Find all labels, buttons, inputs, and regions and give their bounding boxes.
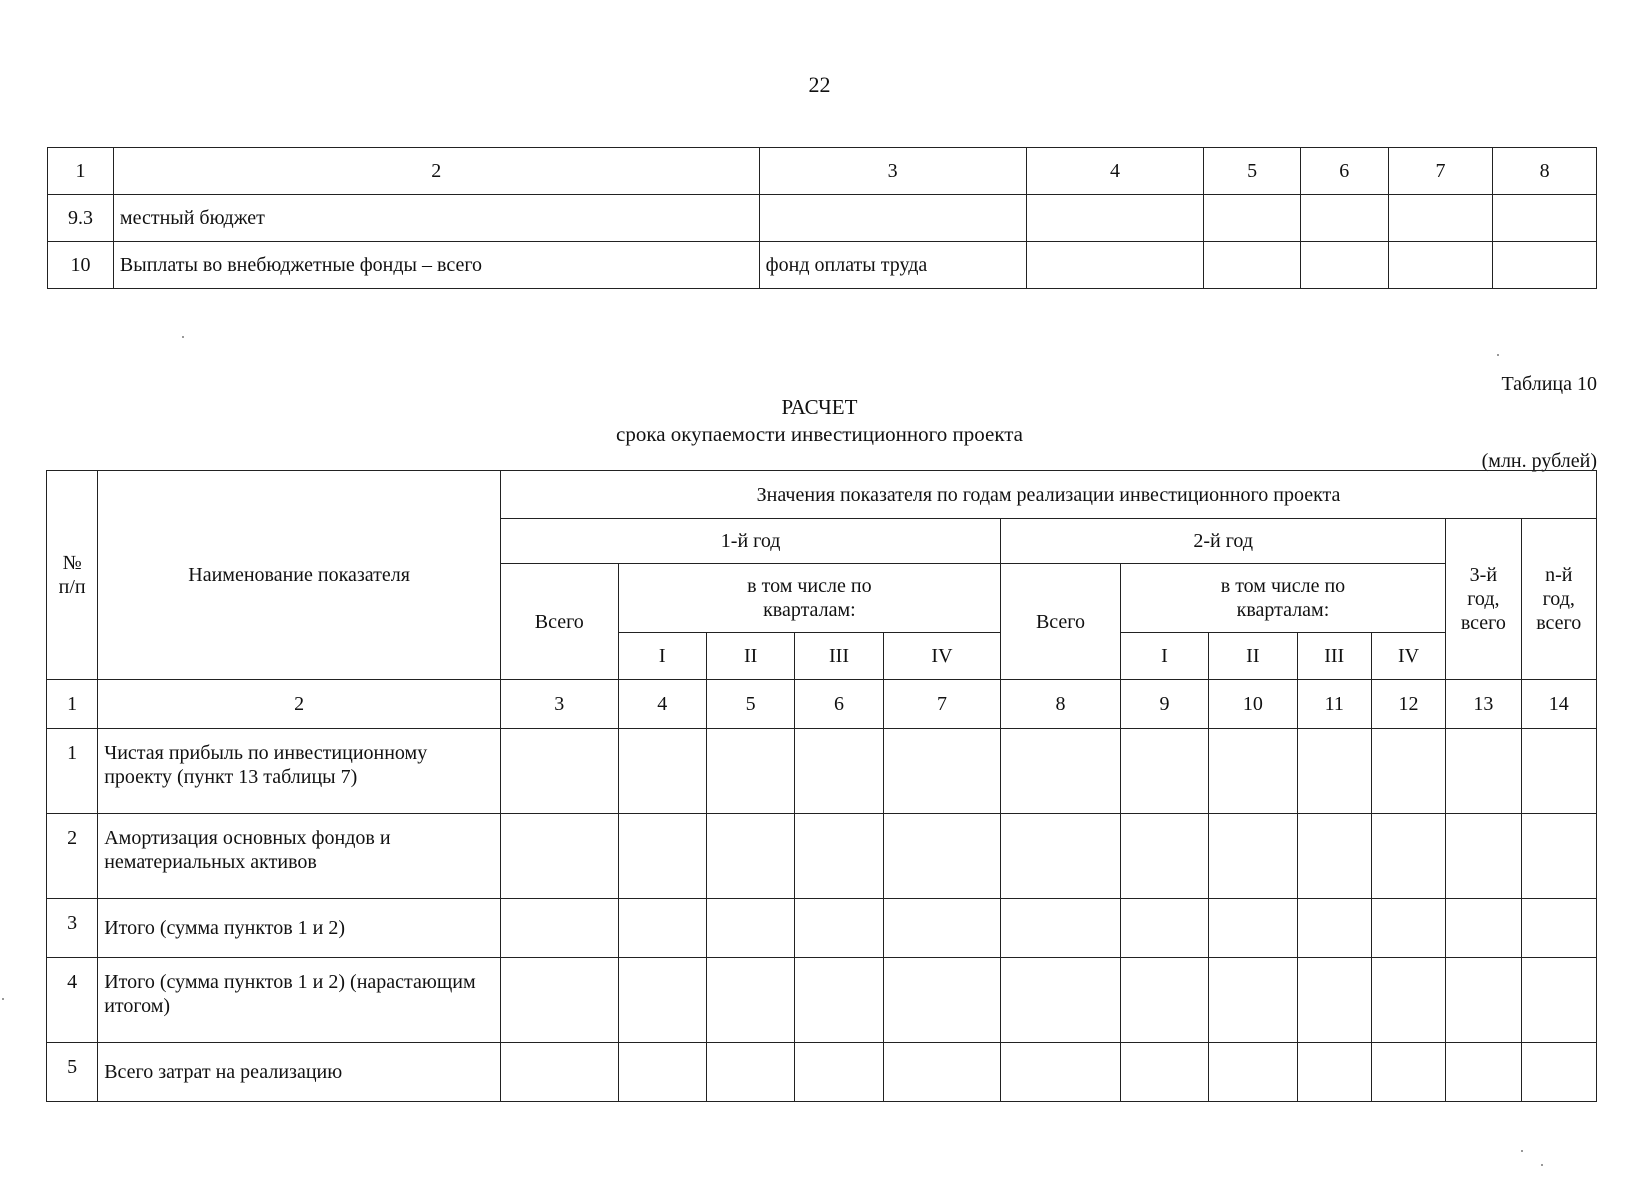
empty-cell [1120, 814, 1208, 899]
empty-cell [706, 1043, 794, 1102]
empty-cell [501, 958, 619, 1043]
header-cell: 6 [1300, 148, 1388, 195]
empty-cell [706, 958, 794, 1043]
year1-quarters-header: в том числе по кварталам: [618, 564, 1001, 633]
row-number: 3 [47, 899, 98, 958]
header-cell: 4 [1026, 148, 1204, 195]
empty-cell [618, 958, 706, 1043]
empty-cell [1521, 1043, 1596, 1102]
empty-cell [1300, 242, 1388, 289]
empty-cell [1388, 242, 1493, 289]
empty-cell [618, 1043, 706, 1102]
page-number: 22 [808, 72, 831, 97]
index-cell: 10 [1209, 680, 1297, 729]
scan-speck [182, 336, 184, 338]
empty-cell [1371, 814, 1445, 899]
index-cell: 4 [618, 680, 706, 729]
quarter-header: III [1297, 633, 1371, 680]
year2-quarters-header: в том числе по кварталам: [1120, 564, 1445, 633]
year3-header: 3-й год, всего [1446, 519, 1521, 680]
index-cell: 8 [1001, 680, 1121, 729]
empty-cell [1209, 1043, 1297, 1102]
empty-cell [1001, 1043, 1121, 1102]
empty-cell [1300, 195, 1388, 242]
empty-cell [501, 1043, 619, 1102]
col-name-header: Наименование показателя [98, 471, 501, 680]
empty-cell [1120, 1043, 1208, 1102]
row-number: 10 [48, 242, 114, 289]
row-name: Итого (сумма пунктов 1 и 2) (нарастающим итогом) [98, 958, 501, 1043]
empty-cell [618, 814, 706, 899]
row-name: Всего затрат на реализацию [98, 1043, 501, 1102]
empty-cell [618, 899, 706, 958]
empty-cell [1120, 899, 1208, 958]
empty-cell [1371, 899, 1445, 958]
empty-cell [883, 958, 1001, 1043]
empty-cell [1001, 958, 1121, 1043]
empty-cell [883, 814, 1001, 899]
table-row [47, 1043, 1597, 1102]
title: РАСЧЕТ [781, 395, 858, 419]
year1-header: 1-й год [501, 519, 1001, 564]
scan-speck [1521, 1150, 1523, 1152]
empty-cell [1521, 729, 1596, 814]
index-cell: 13 [1446, 680, 1521, 729]
row-name: Амортизация основных фондов и нематериальных активов [98, 814, 501, 899]
subtitle: срока окупаемости инвестиционного проекта [616, 422, 1023, 446]
index-cell: 3 [501, 680, 619, 729]
table-row [47, 899, 1597, 958]
empty-cell [1209, 899, 1297, 958]
year2-header: 2-й год [1001, 519, 1446, 564]
row-name: Выплаты во внебюджетные фонды – всего [113, 242, 759, 289]
index-cell: 9 [1120, 680, 1208, 729]
empty-cell [795, 814, 883, 899]
units-label: (млн. рублей) [1481, 450, 1597, 472]
index-cell: 2 [98, 680, 501, 729]
empty-cell [795, 899, 883, 958]
header-cell: 2 [113, 148, 759, 195]
quarter-header: IV [1371, 633, 1445, 680]
row-number: 2 [47, 814, 98, 899]
empty-cell [1446, 958, 1521, 1043]
empty-cell [501, 729, 619, 814]
table-header-row [47, 471, 1597, 519]
year2-total-header: Всего [1001, 564, 1121, 680]
empty-cell [1001, 899, 1121, 958]
empty-cell [1209, 958, 1297, 1043]
empty-cell [706, 729, 794, 814]
scan-speck [2, 998, 4, 1000]
empty-cell [1493, 242, 1597, 289]
empty-cell [883, 729, 1001, 814]
empty-cell [1371, 958, 1445, 1043]
empty-cell [795, 1043, 883, 1102]
row-name: местный бюджет [113, 195, 759, 242]
table-row [47, 958, 1597, 1043]
payback-table [46, 470, 1597, 1102]
quarter-header: IV [883, 633, 1001, 680]
yearn-header: n-й год, всего [1521, 519, 1596, 680]
row-number: 1 [47, 729, 98, 814]
table-row [47, 729, 1597, 814]
table-header-row [48, 148, 1597, 195]
empty-cell [1026, 242, 1204, 289]
year1-total-header: Всего [501, 564, 619, 680]
quarter-header: II [1209, 633, 1297, 680]
index-cell: 11 [1297, 680, 1371, 729]
empty-cell [1371, 729, 1445, 814]
scan-speck [1497, 354, 1499, 356]
row-number: 4 [47, 958, 98, 1043]
header-cell: 3 [759, 148, 1026, 195]
empty-cell [706, 814, 794, 899]
column-index-row [47, 680, 1597, 729]
empty-cell [1297, 958, 1371, 1043]
empty-cell [1204, 195, 1300, 242]
index-cell: 5 [706, 680, 794, 729]
empty-cell [795, 958, 883, 1043]
table-row [48, 195, 1597, 242]
quarter-header: III [795, 633, 883, 680]
header-cell: 8 [1493, 148, 1597, 195]
continuation-table [47, 147, 1597, 289]
table-row [47, 814, 1597, 899]
empty-cell [618, 729, 706, 814]
empty-cell [1120, 958, 1208, 1043]
empty-cell [1297, 1043, 1371, 1102]
empty-cell [706, 899, 794, 958]
empty-cell [1388, 195, 1493, 242]
empty-cell [1521, 814, 1596, 899]
empty-cell [1209, 729, 1297, 814]
row-base [759, 195, 1026, 242]
empty-cell [1204, 242, 1300, 289]
col-number-header: № п/п [47, 471, 98, 680]
empty-cell [1446, 814, 1521, 899]
empty-cell [795, 729, 883, 814]
quarter-header: II [706, 633, 794, 680]
empty-cell [1297, 814, 1371, 899]
empty-cell [1209, 814, 1297, 899]
document-title [0, 394, 1639, 448]
row-name: Чистая прибыль по инвестиционному проекту (пункт 13 таблицы 7) [98, 729, 501, 814]
table-row [48, 242, 1597, 289]
quarter-header: I [618, 633, 706, 680]
table-label: Таблица 10 [1501, 373, 1597, 395]
empty-cell [1371, 1043, 1445, 1102]
empty-cell [1026, 195, 1204, 242]
row-number: 9.3 [48, 195, 114, 242]
empty-cell [1297, 899, 1371, 958]
empty-cell [1493, 195, 1597, 242]
header-cell: 5 [1204, 148, 1300, 195]
scan-speck [1541, 1164, 1543, 1166]
empty-cell [501, 899, 619, 958]
empty-cell [1446, 899, 1521, 958]
empty-cell [1521, 958, 1596, 1043]
empty-cell [883, 899, 1001, 958]
header-cell: 7 [1388, 148, 1493, 195]
empty-cell [501, 814, 619, 899]
index-cell: 12 [1371, 680, 1445, 729]
empty-cell [1001, 814, 1121, 899]
row-base: фонд оплаты труда [759, 242, 1026, 289]
index-cell: 7 [883, 680, 1001, 729]
empty-cell [1446, 729, 1521, 814]
values-header: Значения показателя по годам реализации инвестиционного проекта [501, 471, 1597, 519]
index-cell: 14 [1521, 680, 1596, 729]
empty-cell [1120, 729, 1208, 814]
quarter-header: I [1120, 633, 1208, 680]
empty-cell [1446, 1043, 1521, 1102]
row-number: 5 [47, 1043, 98, 1102]
empty-cell [1521, 899, 1596, 958]
index-cell: 1 [47, 680, 98, 729]
row-name: Итого (сумма пунктов 1 и 2) [98, 899, 501, 958]
empty-cell [883, 1043, 1001, 1102]
empty-cell [1297, 729, 1371, 814]
index-cell: 6 [795, 680, 883, 729]
empty-cell [1001, 729, 1121, 814]
header-cell: 1 [48, 148, 114, 195]
